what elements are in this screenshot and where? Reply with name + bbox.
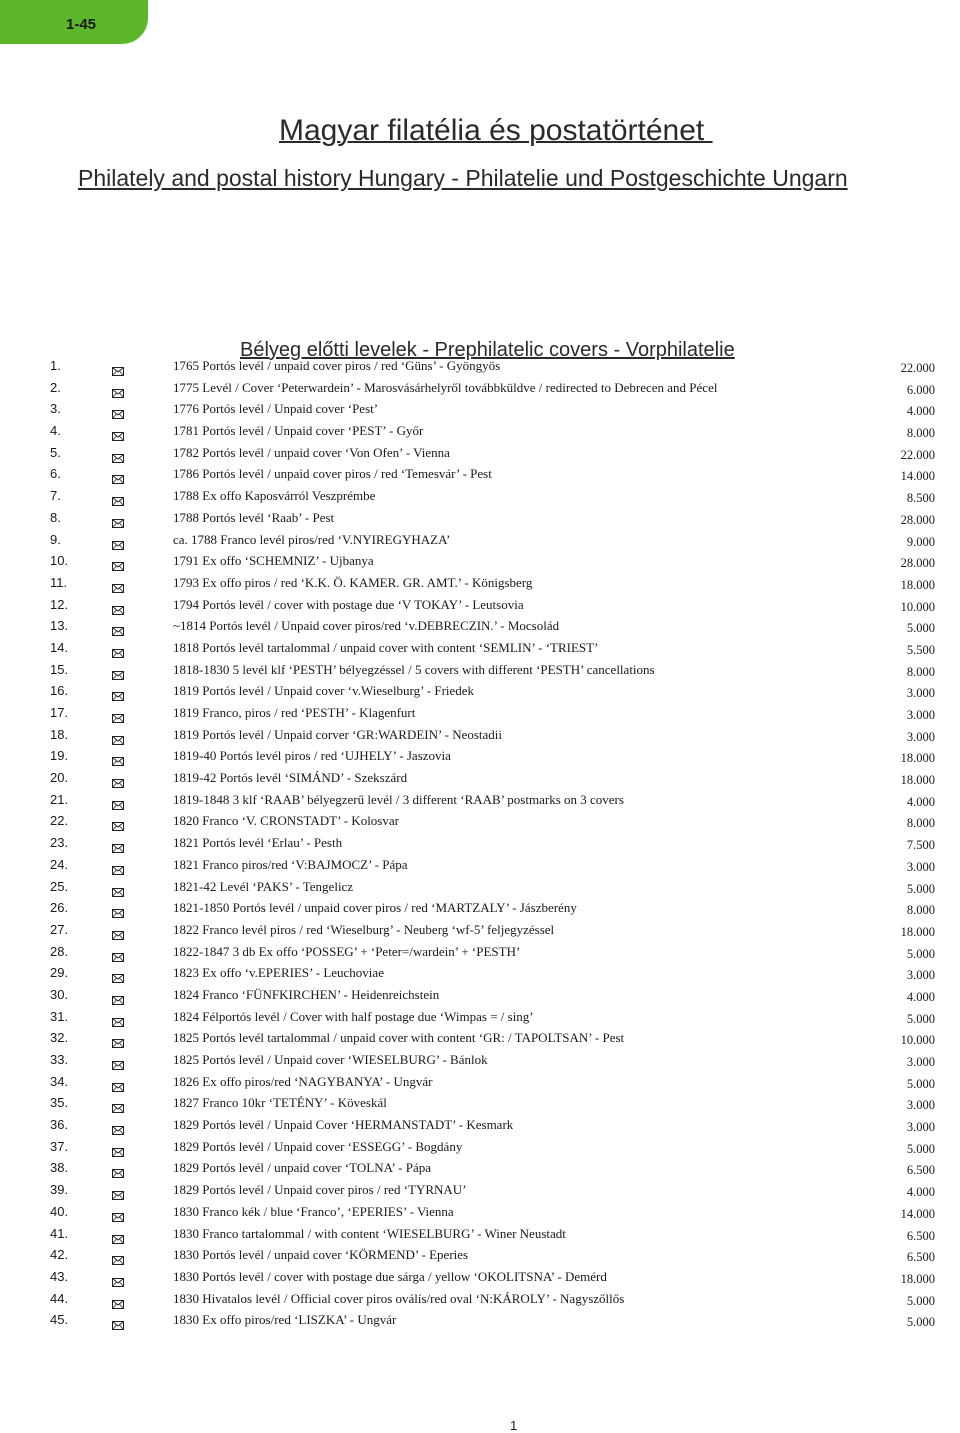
lot-description: 1829 Portós levél / Unpaid cover piros / red ‘TYRNAU’ — [173, 1182, 467, 1198]
lot-number: 41. — [50, 1225, 69, 1241]
lot-description: 1765 Portós levél / unpaid cover piros / red ‘Güns’ - Gyöngyös — [173, 358, 501, 373]
lot-price: 3.000 — [906, 859, 935, 874]
lot-price: 10.000 — [900, 599, 935, 614]
lot-number: 24. — [50, 856, 69, 872]
lot-description: 1775 Levél / Cover ‘Peterwardein’ - Marosvásárhelyről továbbküldve / redirected to Debrecen and Pécel — [173, 379, 718, 395]
lot-description: 1830 Portós levél / cover with postage due sárga / yellow ‘OKOLITSNA’ - Demérd — [173, 1268, 607, 1284]
lot-description: 1788 Ex offo Kaposvárról Veszprémbe — [173, 488, 376, 504]
envelope-icon — [112, 688, 124, 697]
lot-row — [0, 1072, 960, 1094]
lot-row — [0, 1267, 960, 1289]
lot-row — [0, 1310, 960, 1332]
lot-price: 8.000 — [906, 664, 935, 679]
lot-list — [0, 356, 960, 1332]
envelope-icon — [112, 580, 124, 589]
lot-price: 8.000 — [906, 816, 935, 831]
lot-description: 1829 Portós levél / unpaid cover ‘TOLNA’ - Pápa — [173, 1160, 432, 1176]
lot-row — [0, 1180, 960, 1202]
lot-price: 28.000 — [900, 512, 935, 527]
lot-number: 27. — [50, 921, 69, 937]
lot-description: 1782 Portós levél / unpaid cover ‘Von Ofen’ - Vienna — [173, 444, 450, 460]
lot-row — [0, 1028, 960, 1050]
lot-number: 12. — [50, 596, 69, 612]
lot-number: 36. — [50, 1117, 69, 1133]
lot-description: 1818 Portós levél tartalommal / unpaid cover with content ‘SEMLIN’ - ‘TRIEST’ — [173, 639, 599, 655]
envelope-icon — [112, 1317, 124, 1326]
lot-description: 1830 Portós levél / unpaid cover ‘KÖRMEND’ - Eperies — [173, 1247, 469, 1263]
page-range-tab — [0, 0, 148, 44]
lot-price: 4.000 — [906, 1185, 935, 1200]
envelope-icon — [112, 775, 124, 784]
lot-row — [0, 942, 960, 964]
lot-description: ~1814 Portós levél / Unpaid cover piros/red ‘v.DEBRECZIN.’ - Mocsolád — [173, 618, 560, 634]
lot-description: ca. 1788 Franco levél piros/red ‘V.NYIREGYHAZA’ — [173, 531, 451, 547]
lot-price: 18.000 — [900, 773, 935, 788]
lot-price: 18.000 — [900, 924, 935, 939]
lot-row — [0, 790, 960, 812]
lot-description: 1830 Franco kék / blue ‘Franco’, ‘EPERIES’ - Vienna — [173, 1203, 454, 1219]
lot-price: 18.000 — [900, 577, 935, 592]
lot-number: 33. — [50, 1052, 69, 1067]
lot-number: 26. — [50, 900, 69, 916]
lot-price: 6.500 — [906, 1163, 935, 1178]
envelope-icon — [112, 1231, 124, 1240]
lot-number: 10. — [50, 553, 69, 569]
lot-price: 3.000 — [906, 1120, 935, 1135]
lot-number: 23. — [50, 835, 69, 851]
lot-number: 31. — [50, 1008, 69, 1024]
lot-description: 1776 Portós levél / Unpaid cover ‘Pest’ — [173, 401, 379, 417]
page-number: 1 — [510, 1418, 518, 1433]
lot-price: 5.000 — [906, 881, 935, 896]
envelope-icon — [112, 1122, 124, 1131]
envelope-icon — [112, 710, 124, 719]
envelope-icon — [112, 406, 124, 415]
lot-row — [0, 1289, 960, 1311]
page-title: Magyar filatélia és postatörténet — [279, 114, 713, 147]
envelope-icon — [112, 1209, 124, 1218]
envelope-icon — [112, 970, 124, 979]
lot-row — [0, 378, 960, 400]
envelope-icon — [112, 493, 124, 502]
lot-description: 1819-1848 3 klf ‘RAAB’ bélyegzerű levél / 3 different ‘RAAB’ postmarks on 3 covers — [173, 791, 624, 807]
lot-price: 3.000 — [906, 1055, 935, 1069]
lot-description: 1829 Portós levél / Unpaid cover ‘ESSEGG’ - Bogdány — [173, 1138, 463, 1154]
lot-description: 1819 Portós levél / Unpaid cover ‘v.Wieselburg’ - Friedek — [173, 683, 475, 699]
lot-description: 1824 Franco ‘FÜNFKIRCHEN’ - Heidenreichstein — [173, 986, 440, 1002]
lot-price: 3.000 — [906, 1098, 935, 1113]
lot-row — [0, 855, 960, 877]
lot-price: 3.000 — [906, 686, 935, 701]
lot-row — [0, 1245, 960, 1267]
envelope-icon — [112, 949, 124, 958]
lot-description: 1821 Franco piros/red ‘V:BAJMOCZ’ - Pápa — [173, 856, 408, 872]
lot-price: 5.000 — [906, 1076, 935, 1091]
envelope-icon — [112, 927, 124, 936]
lot-price: 10.000 — [900, 1033, 935, 1048]
lot-row — [0, 508, 960, 530]
lot-description: 1819 Franco, piros / red ‘PESTH’ - Klagenfurt — [173, 705, 416, 720]
envelope-icon — [112, 450, 124, 459]
lot-number: 21. — [50, 791, 69, 807]
lot-row — [0, 1202, 960, 1224]
lot-number: 35. — [50, 1095, 69, 1111]
lot-price: 6.500 — [906, 1228, 935, 1243]
lot-row — [0, 595, 960, 617]
lot-row — [0, 1093, 960, 1115]
lot-row — [0, 1007, 960, 1029]
lot-number: 34. — [50, 1073, 69, 1089]
lot-price: 3.000 — [906, 968, 935, 983]
lot-description: 1821-42 Levél ‘PAKS’ - Tengelicz — [173, 878, 354, 894]
envelope-icon — [112, 732, 124, 741]
lot-description: 1824 Félportós levél / Cover with half postage due ‘Wimpas = / sing’ — [173, 1008, 534, 1024]
lot-description: 1823 Ex offo ‘v.EPERIES’ - Leuchoviae — [173, 965, 384, 981]
lot-price: 6.500 — [906, 1250, 935, 1265]
envelope-icon — [112, 645, 124, 654]
lot-number: 15. — [50, 661, 69, 677]
lot-number: 29. — [50, 965, 69, 981]
lot-row — [0, 1115, 960, 1137]
lot-number: 45. — [50, 1312, 69, 1328]
lot-row — [0, 573, 960, 595]
lot-row — [0, 443, 960, 465]
lot-number: 4. — [50, 423, 61, 439]
lot-row — [0, 768, 960, 790]
lot-description: 1820 Franco ‘V. CRONSTADT’ - Kolosvar — [173, 813, 399, 829]
envelope-icon — [112, 428, 124, 437]
lot-number: 7. — [50, 488, 61, 504]
lot-description: 1786 Portós levél / unpaid cover piros / red ‘Temesvár’ - Pest — [173, 466, 492, 482]
envelope-icon — [112, 1035, 124, 1044]
lot-number: 3. — [50, 401, 61, 417]
lot-price: 5.000 — [906, 1315, 935, 1330]
lot-description: 1826 Ex offo piros/red ‘NAGYBANYA’ - Ungvár — [173, 1073, 433, 1089]
lot-row — [0, 1137, 960, 1159]
lot-number: 13. — [50, 618, 69, 634]
envelope-icon — [112, 862, 124, 871]
lot-price: 5.000 — [906, 1141, 935, 1156]
envelope-icon — [112, 602, 124, 611]
lot-row — [0, 1224, 960, 1246]
lot-row — [0, 681, 960, 703]
lot-price: 4.000 — [906, 404, 935, 419]
lot-description: 1830 Franco tartalommal / with content ‘WIESELBURG’ - Winer Neustadt — [173, 1225, 566, 1241]
lot-price: 14.000 — [900, 469, 935, 484]
envelope-icon — [112, 515, 124, 524]
envelope-icon — [112, 558, 124, 567]
lot-row — [0, 399, 960, 421]
lot-row — [0, 551, 960, 573]
lot-row — [0, 703, 960, 725]
lot-description: 1794 Portós levél / cover with postage due ‘V TOKAY’ - Leutsovia — [173, 596, 524, 612]
envelope-icon — [112, 1165, 124, 1174]
lot-price: 18.000 — [900, 1271, 935, 1286]
lot-number: 17. — [50, 705, 69, 720]
lot-row — [0, 985, 960, 1007]
lot-description: 1830 Ex offo piros/red ‘LISZKA’ - Ungvár — [173, 1312, 397, 1328]
lot-number: 43. — [50, 1268, 69, 1284]
lot-number: 8. — [50, 509, 61, 525]
lot-number: 2. — [50, 379, 61, 395]
lot-price: 7.500 — [906, 838, 935, 853]
lot-number: 5. — [50, 444, 61, 460]
lot-price: 9.000 — [906, 534, 935, 549]
lot-description: 1822-1847 3 db Ex offo ‘POSSEG’ + ‘Peter=/wardein’ + ‘PESTH’ — [173, 943, 521, 959]
lot-number: 32. — [50, 1030, 69, 1046]
lot-row — [0, 616, 960, 638]
lot-description: 1825 Portós levél tartalommal / unpaid cover with content ‘GR: / TAPOLTSAN’ - Pest — [173, 1030, 625, 1046]
lot-row — [0, 811, 960, 833]
lot-price: 5.000 — [906, 1293, 935, 1308]
lot-row — [0, 725, 960, 747]
envelope-icon — [112, 537, 124, 546]
envelope-icon — [112, 753, 124, 762]
lot-row — [0, 486, 960, 508]
lot-description: 1821 Portós levél ‘Erlau’ - Pesth — [173, 835, 343, 851]
lot-number: 42. — [50, 1247, 69, 1263]
lot-description: 1827 Franco 10kr ‘TETÉNY’ - Köveskál — [173, 1095, 387, 1111]
lot-number: 22. — [50, 813, 69, 829]
lot-price: 5.000 — [906, 621, 935, 636]
page-subtitle: Philately and postal history Hungary - Philatelie und Postgeschichte Ungarn — [78, 165, 848, 191]
envelope-icon — [112, 623, 124, 632]
lot-description: 1781 Portós levél / Unpaid cover ‘PEST’ - Győr — [173, 423, 424, 439]
lot-number: 39. — [50, 1182, 69, 1198]
lot-description: 1819 Portós levél / Unpaid corver ‘GR:WARDEIN’ - Neostadii — [173, 726, 503, 742]
lot-price: 5.500 — [906, 642, 935, 657]
lot-price: 8.500 — [906, 491, 935, 506]
lot-price: 14.000 — [900, 1206, 935, 1221]
envelope-icon — [112, 1296, 124, 1305]
lot-number: 11. — [50, 574, 68, 590]
lot-row — [0, 898, 960, 920]
envelope-icon — [112, 818, 124, 827]
envelope-icon — [112, 1100, 124, 1109]
envelope-icon — [112, 840, 124, 849]
lot-description: 1830 Hivatalos levél / Official cover piros oválís/red oval ‘N:KÁROLY’ - Nagyszőllős — [173, 1290, 625, 1306]
lot-description: 1822 Franco levél piros / red ‘Wieselburg’ - Neuberg ‘wf-5’ feljegyzéssel — [173, 921, 555, 937]
envelope-icon — [112, 884, 124, 893]
lot-description: 1793 Ex offo piros / red ‘K.K. Ö. KAMER. GR. AMT.’ - Königsberg — [173, 574, 533, 590]
lot-price: 5.000 — [906, 946, 935, 961]
lot-number: 14. — [50, 639, 69, 655]
lot-description: 1788 Portós levél ‘Raab’ - Pest — [173, 509, 335, 525]
envelope-icon — [112, 1144, 124, 1153]
lot-description: 1818-1830 5 levél klf ‘PESTH’ bélyegzéssel / 5 covers with different ‘PESTH’ cancellations — [173, 661, 655, 677]
envelope-icon — [112, 1252, 124, 1261]
lot-price: 3.000 — [906, 729, 935, 744]
lot-row — [0, 877, 960, 899]
lot-number: 1. — [50, 358, 61, 373]
lot-description: 1829 Portós levél / Unpaid Cover ‘HERMANSTADT’ - Kesmark — [173, 1117, 514, 1133]
envelope-icon — [112, 667, 124, 676]
lot-number: 44. — [50, 1290, 69, 1306]
lot-price: 5.000 — [906, 1011, 935, 1026]
lot-number: 16. — [50, 683, 69, 699]
envelope-icon — [112, 1187, 124, 1196]
lot-number: 19. — [50, 748, 69, 764]
lot-price: 6.000 — [906, 382, 935, 397]
lot-row — [0, 1050, 960, 1072]
envelope-icon — [112, 905, 124, 914]
lot-number: 37. — [50, 1138, 69, 1154]
lot-description: 1819-42 Portós levél ‘SIMÁND’ - Szekszárd — [173, 770, 408, 786]
lot-price: 8.000 — [906, 903, 935, 918]
lot-row — [0, 746, 960, 768]
lot-number: 25. — [50, 878, 69, 894]
lot-price: 8.000 — [906, 426, 935, 441]
lot-row — [0, 356, 960, 378]
lot-number: 28. — [50, 943, 69, 959]
lot-number: 6. — [50, 466, 61, 482]
lot-number: 18. — [50, 726, 69, 742]
lot-price: 4.000 — [906, 989, 935, 1004]
envelope-icon — [112, 385, 124, 394]
section-title: Bélyeg előtti levelek - Prephilatelic covers - Vorphilatelie — [240, 339, 735, 361]
envelope-icon — [112, 471, 124, 480]
lot-number: 40. — [50, 1203, 69, 1219]
lot-description: 1825 Portós levél / Unpaid cover ‘WIESELBURG’ - Bánlok — [173, 1052, 488, 1067]
lot-number: 9. — [50, 531, 61, 547]
lot-number: 38. — [50, 1160, 69, 1176]
envelope-icon — [112, 1274, 124, 1283]
envelope-icon — [112, 797, 124, 806]
envelope-icon — [112, 1014, 124, 1023]
lot-row — [0, 638, 960, 660]
lot-number: 20. — [50, 770, 69, 786]
envelope-icon — [112, 992, 124, 1001]
envelope-icon — [112, 363, 124, 372]
lot-price: 4.000 — [906, 794, 935, 809]
lot-row — [0, 833, 960, 855]
page-range-label: 1-45 — [66, 16, 97, 33]
lot-row — [0, 1158, 960, 1180]
lot-row — [0, 530, 960, 552]
lot-row — [0, 963, 960, 985]
lot-description: 1821-1850 Portós levél / unpaid cover piros / red ‘MARTZALY’ - Jászberény — [173, 900, 577, 916]
lot-description: 1791 Ex offo ‘SCHEMNIZ’ - Ujbanya — [173, 553, 374, 569]
lot-row — [0, 464, 960, 486]
lot-price: 3.000 — [906, 708, 935, 722]
envelope-icon — [112, 1057, 124, 1066]
lot-price: 22.000 — [900, 447, 935, 462]
lot-number: 30. — [50, 986, 69, 1002]
lot-price: 18.000 — [900, 751, 935, 766]
lot-price: 22.000 — [900, 361, 935, 375]
lot-row — [0, 421, 960, 443]
lot-row — [0, 920, 960, 942]
lot-row — [0, 660, 960, 682]
envelope-icon — [112, 1079, 124, 1088]
lot-description: 1819-40 Portós levél piros / red ‘UJHELY’ - Jaszovia — [173, 748, 451, 764]
lot-price: 28.000 — [900, 556, 935, 571]
